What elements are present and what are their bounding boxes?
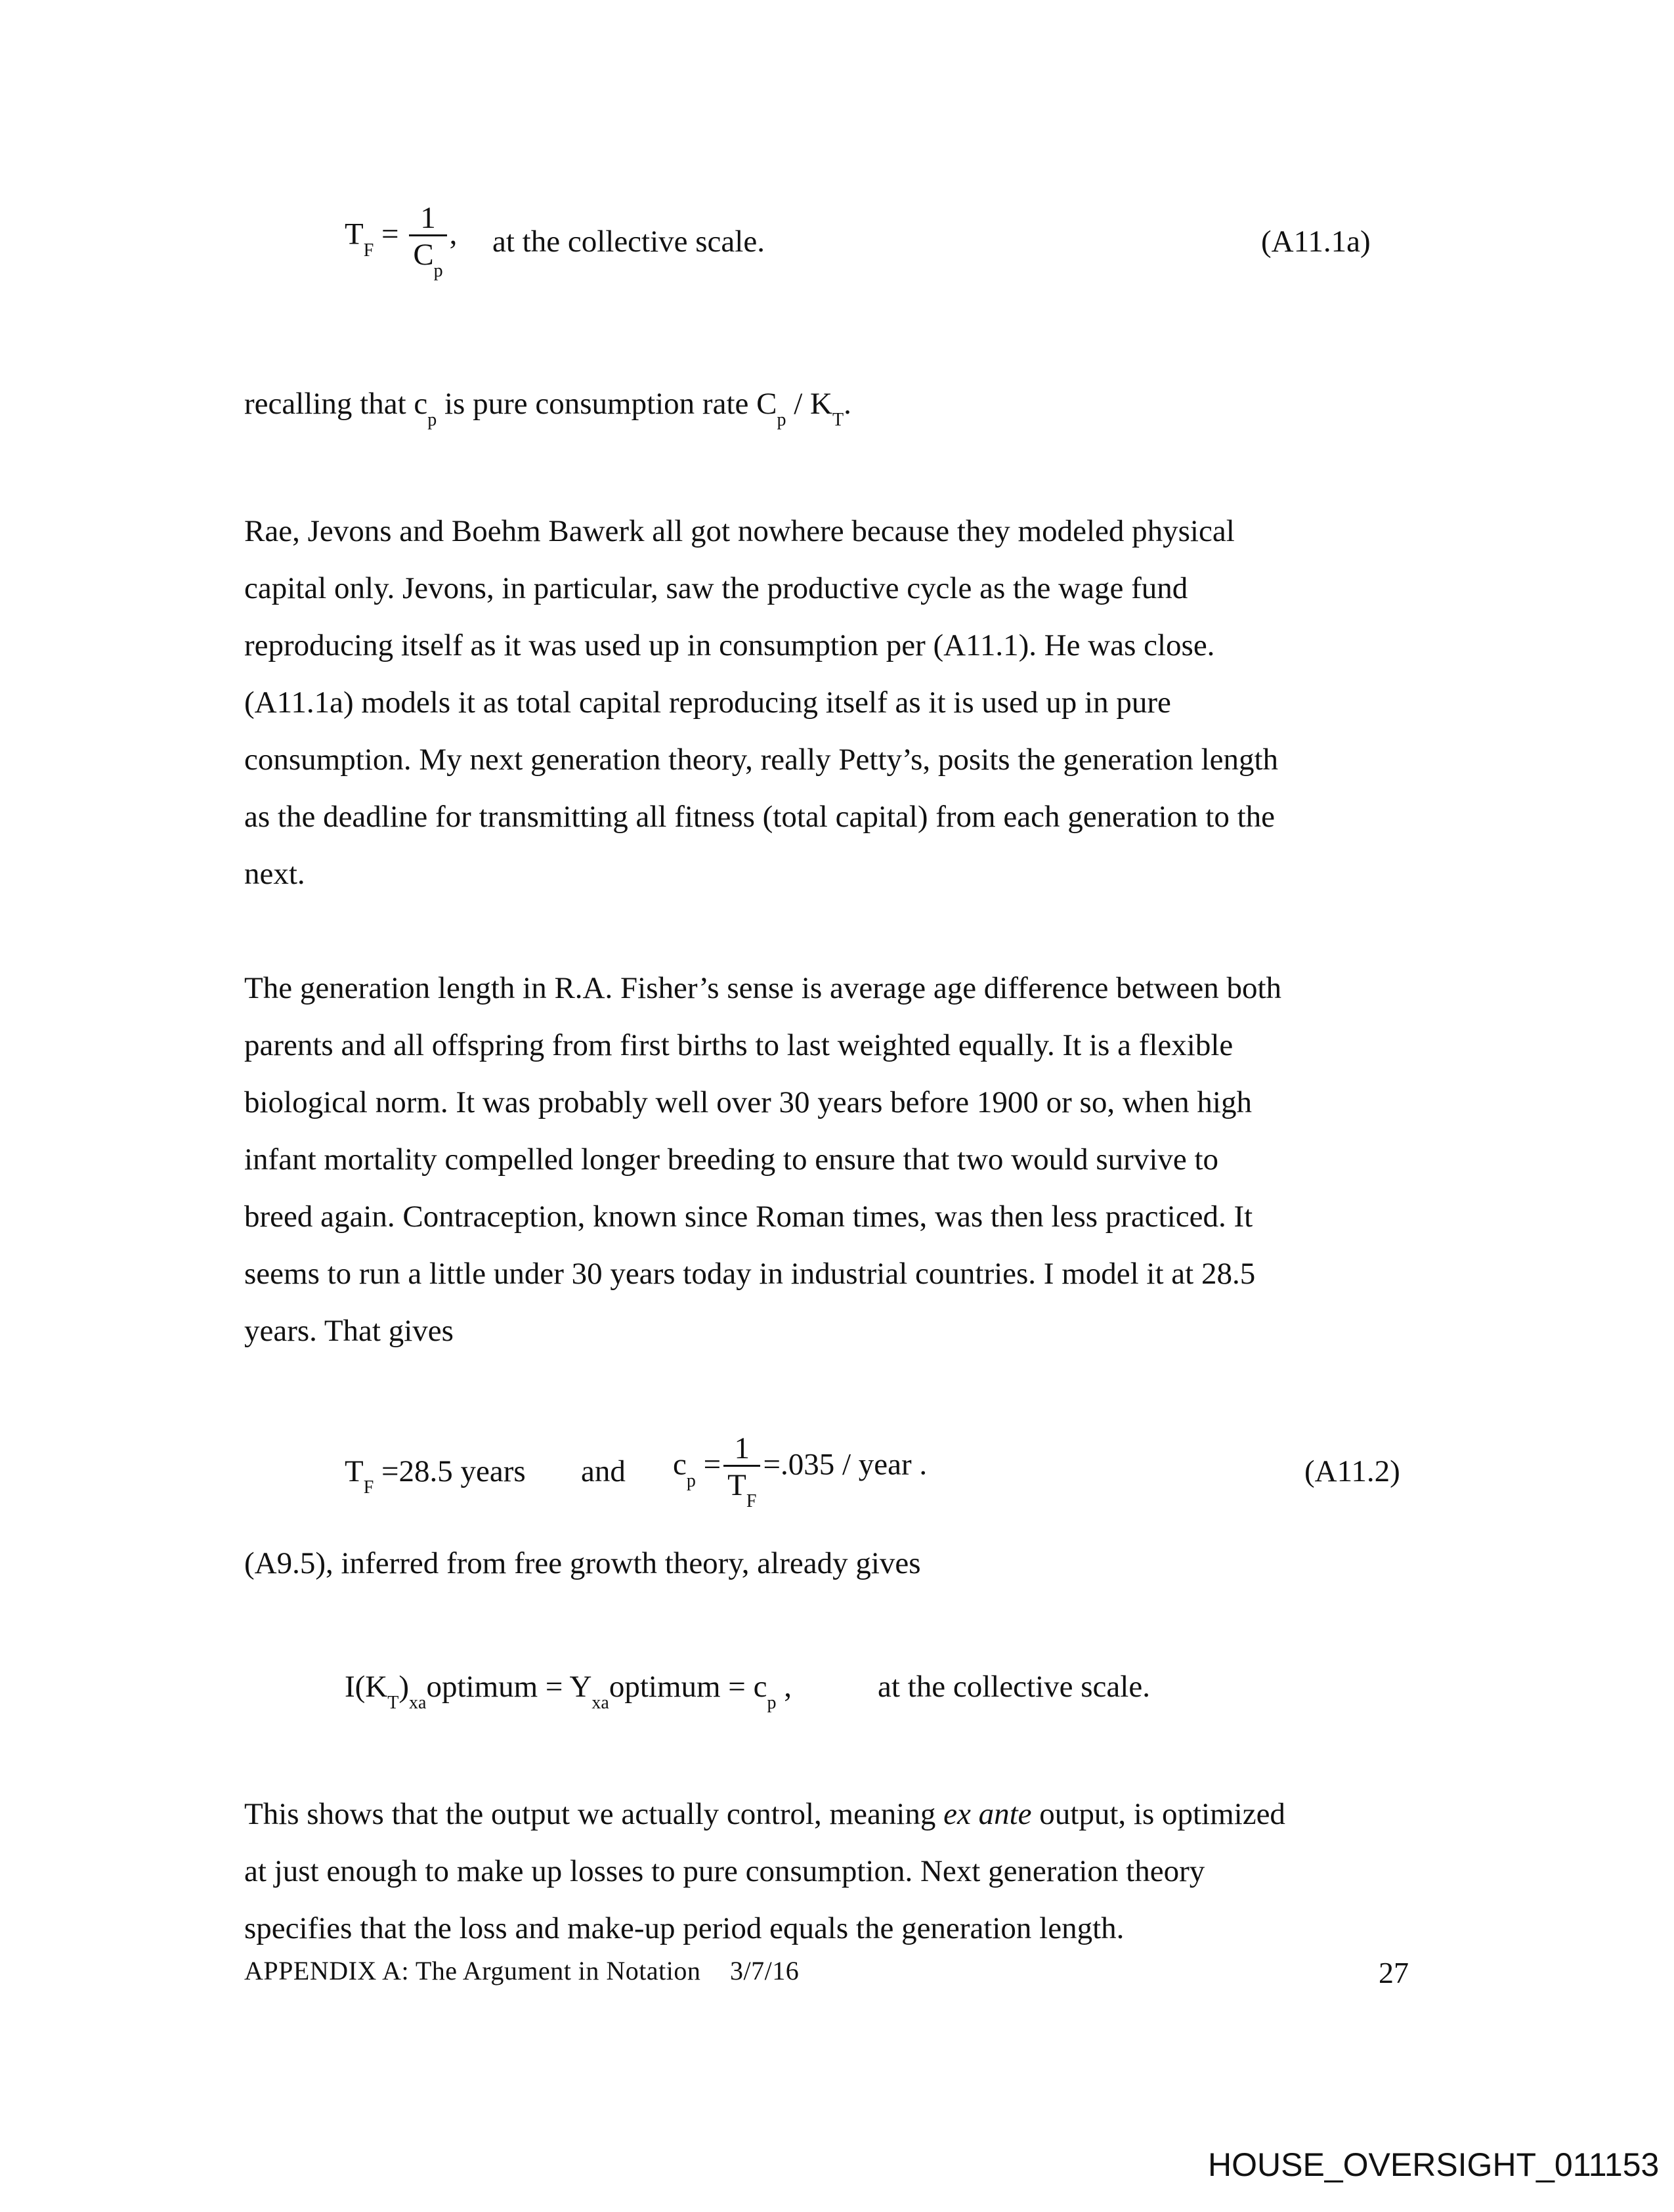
text-line: years. That gives [244, 1314, 454, 1348]
text-line: The generation length in R.A. Fisher’s sense is average age difference between both [244, 971, 1282, 1005]
fraction [409, 201, 446, 282]
equation-a11-2-conj: and [581, 1454, 626, 1488]
equation-label-a11-1a: (A11.1a) [1261, 225, 1371, 259]
italic-term: ex ante [943, 1797, 1032, 1831]
recalling-line: recalling that $c_p$ is pure consumption rate $C_p / K_T$. [244, 387, 851, 430]
eq-equals: = [381, 217, 399, 251]
text-line: next. [244, 857, 305, 891]
equation-a11-2-lhs: $T_F =28.5$ years [345, 1454, 526, 1498]
text-line: breed again. Contraception, known since Roman times, was then less practiced. It [244, 1200, 1253, 1234]
equation-optimum: $I(K_T)_{xa}optimum$ = $Y_{xa}optimum = c_p$ , [345, 1670, 792, 1713]
footer-title: APPENDIX A: The Argument in Notation [244, 1956, 701, 1985]
page-number: 27 [1379, 1956, 1409, 1989]
a95-line: (A9.5), inferred from free growth theory, already gives [244, 1546, 921, 1580]
bates-stamp: HOUSE_OVERSIGHT_011153 [1208, 2146, 1660, 2183]
text-line: at just enough to make up losses to pure consumption. Next generation theory [244, 1854, 1205, 1888]
fraction: $\frac{1}{T_F}$ [723, 1433, 760, 1502]
equation-a11-2-rhs: $c_p$ = $\frac{1}{T_F}$ =.035 / year . [673, 1431, 928, 1512]
equation-label-a11-2: (A11.2) [1304, 1454, 1400, 1488]
text-line: reproducing itself as it was used up in consumption per (A11.1). He was close. [244, 628, 1215, 662]
text-line: consumption. My next generation theory, really Petty’s, posits the generation length [244, 743, 1279, 777]
text-line: Rae, Jevons and Boehm Bawerk all got nowhere because they modeled physical [244, 514, 1235, 548]
eq-lhs-subscript: F [363, 240, 374, 261]
fraction-denominator: $C_p$ [409, 234, 446, 271]
text-line: infant mortality compelled longer breeding to ensure that two would survive to [244, 1142, 1219, 1177]
text-line: biological norm. It was probably well over 30 years before 1900 or so, when high [244, 1085, 1252, 1119]
eq-lhs: T [345, 217, 364, 251]
text-line: parents and all offspring from first births to last weighted equally. It is a flexible [244, 1028, 1234, 1062]
text-line: specifies that the loss and make-up period equals the generation length. [244, 1911, 1125, 1945]
equation-a11-1a: $T_F$ = $\frac{1}{C_p}$ , [345, 201, 458, 282]
equation-optimum-note: at the collective scale. [878, 1670, 1150, 1704]
text-line: seems to run a little under 30 years today in industrial countries. I model it at 28.5 [244, 1257, 1256, 1291]
text-line: as the deadline for transmitting all fitness (total capital) from each generation to the [244, 800, 1276, 834]
text-line: This shows that the output we actually control, meaning ex ante output, is optimized [244, 1797, 1285, 1831]
text-line: (A11.1a) models it as total capital reproducing itself as it is used up in pure [244, 685, 1171, 720]
equation-note: at the collective scale. [492, 225, 765, 259]
text-line: capital only. Jevons, in particular, saw the productive cycle as the wage fund [244, 571, 1188, 605]
footer-date: 3/7/16 [730, 1956, 800, 1985]
fraction-numerator: 1 [420, 201, 436, 235]
